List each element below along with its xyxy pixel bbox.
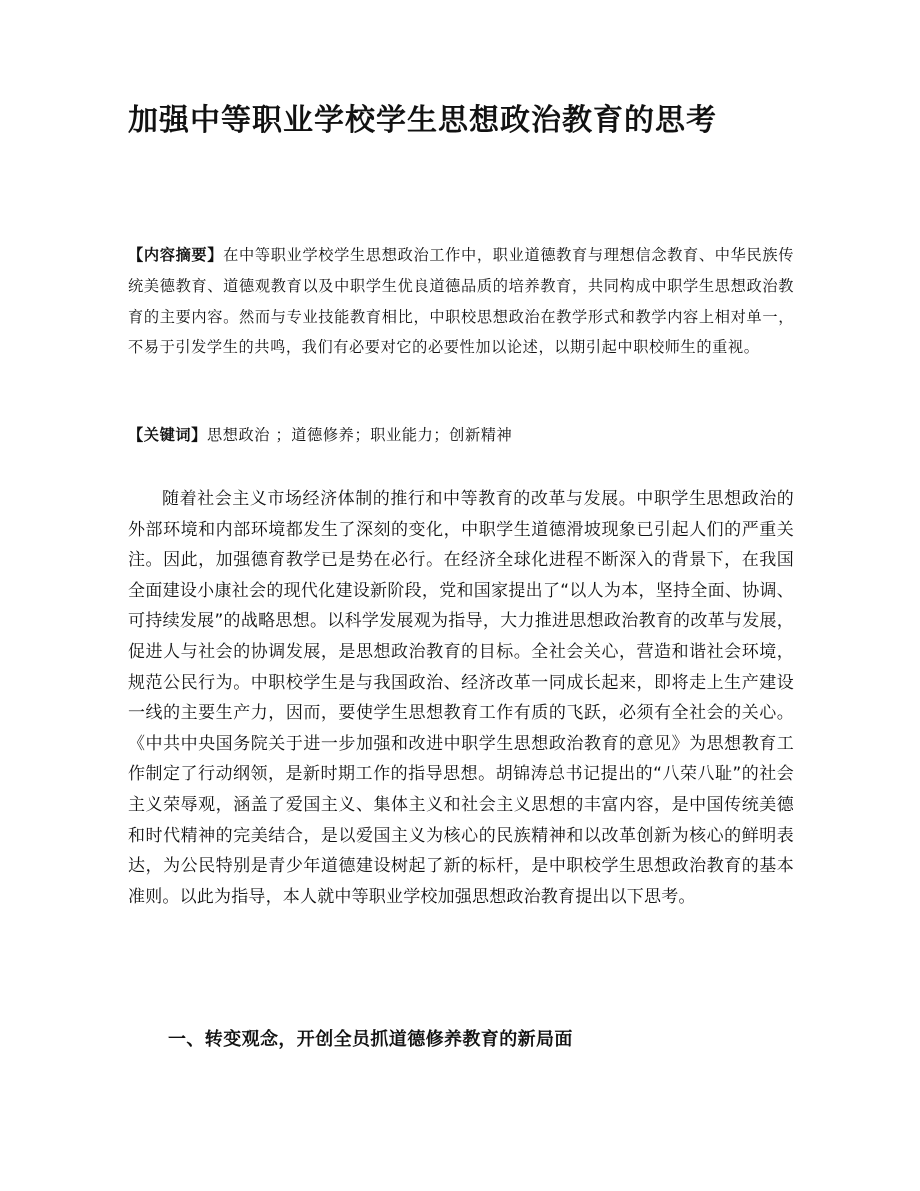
keywords-text: 思想政治 ；道德修养；职业能力；创新精神 xyxy=(206,426,513,444)
abstract-text: 在中等职业学校学生思想政治工作中，职业道德教育与理想信念教育、中华民族传统美德教育、道德观教育以及中职学生优良道德品质的培养教育，共同构成中职学生思想政治教育的主要内容。然而与专业技能教育相比，中职校思想政治在教学形式和教学内容上相对单一，不易于引发学生的共鸣，我们有必要对它的必要性加以论述，以期引起中职校师生的重视。 xyxy=(128,246,794,357)
abstract-label: 【内容摘要】 xyxy=(128,246,224,264)
abstract-paragraph xyxy=(128,240,794,363)
keywords-label: 【关键词】 xyxy=(128,426,207,444)
section-heading: 一、转变观念，开创全员抓道德修养教育的新局面 xyxy=(168,1029,573,1050)
body-paragraph: 随着社会主义市场经济体制的推行和中等教育的改革与发展。中职学生思想政治的外部环境和内部环境都发生了深刻的变化，中职学生道德滑坡现象已引起人们的严重关注。因此，加强德育教学已是势在必行。在经济全球化进程不断深入的背景下，在我国全面建设小康社会的现代化建设新阶段，党和国家提出了“以人为本，坚持全面、协调、可持续发展”的战略思想。以科学发展观为指导，大力推进思想政治教育的改革与发展，促进人与社会的协调发展，是思想政治教育的目标。全社会关心，营造和谐社会环境，规范公民行为。中职校学生是与我国政治、经济改革一同成长起来，即将走上生产建设一线的主要生产力，因而，要使学生思想教育工作有质的飞跃，必须有全社会的关心。《中共中央国务院关于进一步加强和改进中职学生思想政治教育的意见》为思想教育工作制定了行动纲领，是新时期工作的指导思想。胡锦涛总书记提出的“八荣八耻”的社会主义荣辱观，涵盖了爱国主义、集体主义和社会主义思想的丰富内容，是中国传统美德和时代精神的完美结合，是以爱国主义为核心的民族精神和以改革创新为核心的鲜明表达，为公民特别是青少年道德建设树起了新的标杆，是中职校学生思想政治教育的基本准则。以此为指导，本人就中等职业学校加强思想政治教育提出以下思考。 xyxy=(128,489,794,907)
keywords-line xyxy=(128,420,794,450)
document-title: 加强中等职业学校学生思想政治教育的思考 xyxy=(128,103,717,138)
